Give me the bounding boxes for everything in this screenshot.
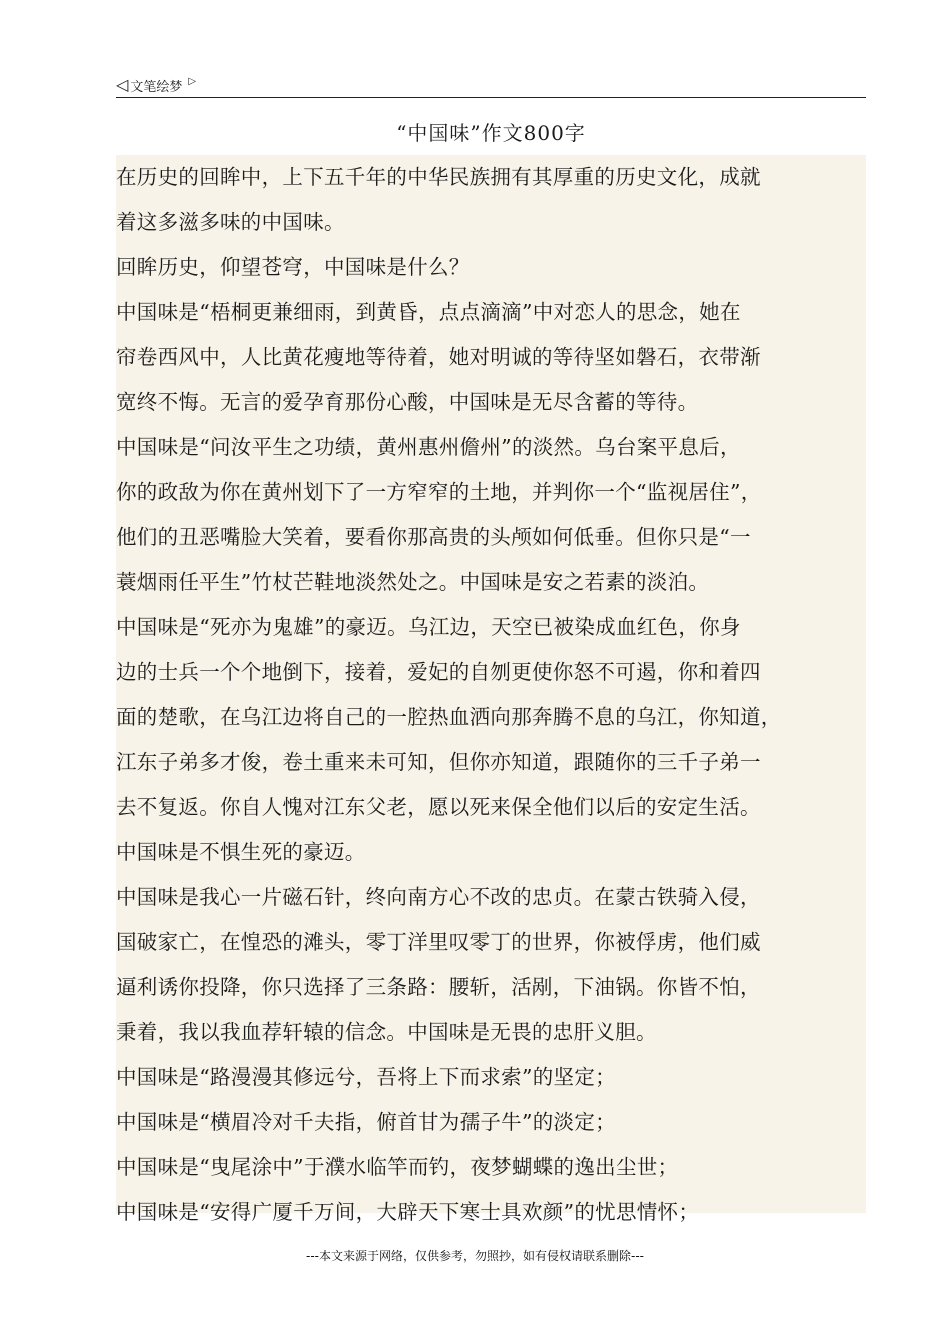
paragraph-10: 中国味是“安得广厦千万间，大辟天下寒士具欢颜”的忧思情怀； — [116, 1200, 700, 1224]
paragraph-8: 中国味是“横眉冷对千夫指，俯首甘为孺子牛”的淡定； — [116, 1110, 616, 1134]
paragraph-4: 中国味是“问汝平生之功绩，黄州惠州儋州”的淡然。乌台案平息后， 你的政敌为你在黄州划下了一方窄窄的土地，并判你一个“监视居住”， 他们的丑恶嘴脸大笑着，要看你那高贵的头颅如何低垂。但你只是“一 蓑烟雨任平生”竹杖芒鞋地淡然处之。中国味是安之若素的淡泊。 — [116, 435, 762, 594]
page-footer: ---本文来源于网络，仅供参考，勿照抄，如有侵权请联系删除--- — [306, 1249, 644, 1263]
paragraph-9: 中国味是“曳尾涂中”于濮水临竿而钓，夜梦蝴蝶的逸出尘世； — [116, 1155, 679, 1179]
paragraph-2: 回眸历史，仰望苍穹，中国味是什么？ — [116, 255, 470, 279]
paragraph-3: 中国味是“梧桐更兼细雨，到黄昏，点点滴滴”中对恋人的思念，她在 帘卷西风中，人比黄花瘦地等待着，她对明诚的等待坚如磐石，衣带渐 宽终不悔。无言的爱孕育那份心酸，中国味是无尽含蓄的等待。 — [116, 300, 761, 414]
brand-label: 文笔绘梦 — [130, 79, 183, 95]
triangle-left-icon: ◁ — [116, 75, 129, 94]
article-body — [116, 155, 866, 1224]
triangle-right-icon: ▷ — [188, 76, 197, 87]
page-header — [116, 73, 866, 98]
document-title: “中国味”作文800字 — [396, 121, 586, 145]
paragraph-1: 在历史的回眸中，上下五千年的中华民族拥有其厚重的历史文化，成就 着这多滋多味的中国味。 — [116, 165, 761, 234]
paragraph-5: 中国味是“死亦为鬼雄”的豪迈。乌江边，天空已被染成血红色，你身 边的士兵一个个地倒下，接着，爱妃的自刎更使你怒不可遏，你和着四 面的楚歌，在乌江边将自己的一腔热血洒向那奔腾不息的乌江，你知道， 江东子弟多才俊，卷土重来未可知，但你亦知道，跟随你的三千子弟一 去不复返。你自人愧对江东父老，愿以死来保全他们以后的安定生活。 中国味是不惧生死的豪迈。 — [116, 615, 782, 864]
paragraph-6: 中国味是我心一片磁石针，终向南方心不改的忠贞。在蒙古铁骑入侵， 国破家亡，在惶恐的滩头，零丁洋里叹零丁的世界，你被俘虏，他们威 逼利诱你投降，你只选择了三条路：腰斩，活剐，下油锅。你皆不怕， 秉着，我以我血荐轩辕的信念。中国味是无畏的忠肝义胆。 — [116, 885, 761, 1044]
paragraph-7: 中国味是“路漫漫其修远兮，吾将上下而求索”的坚定； — [116, 1065, 616, 1089]
